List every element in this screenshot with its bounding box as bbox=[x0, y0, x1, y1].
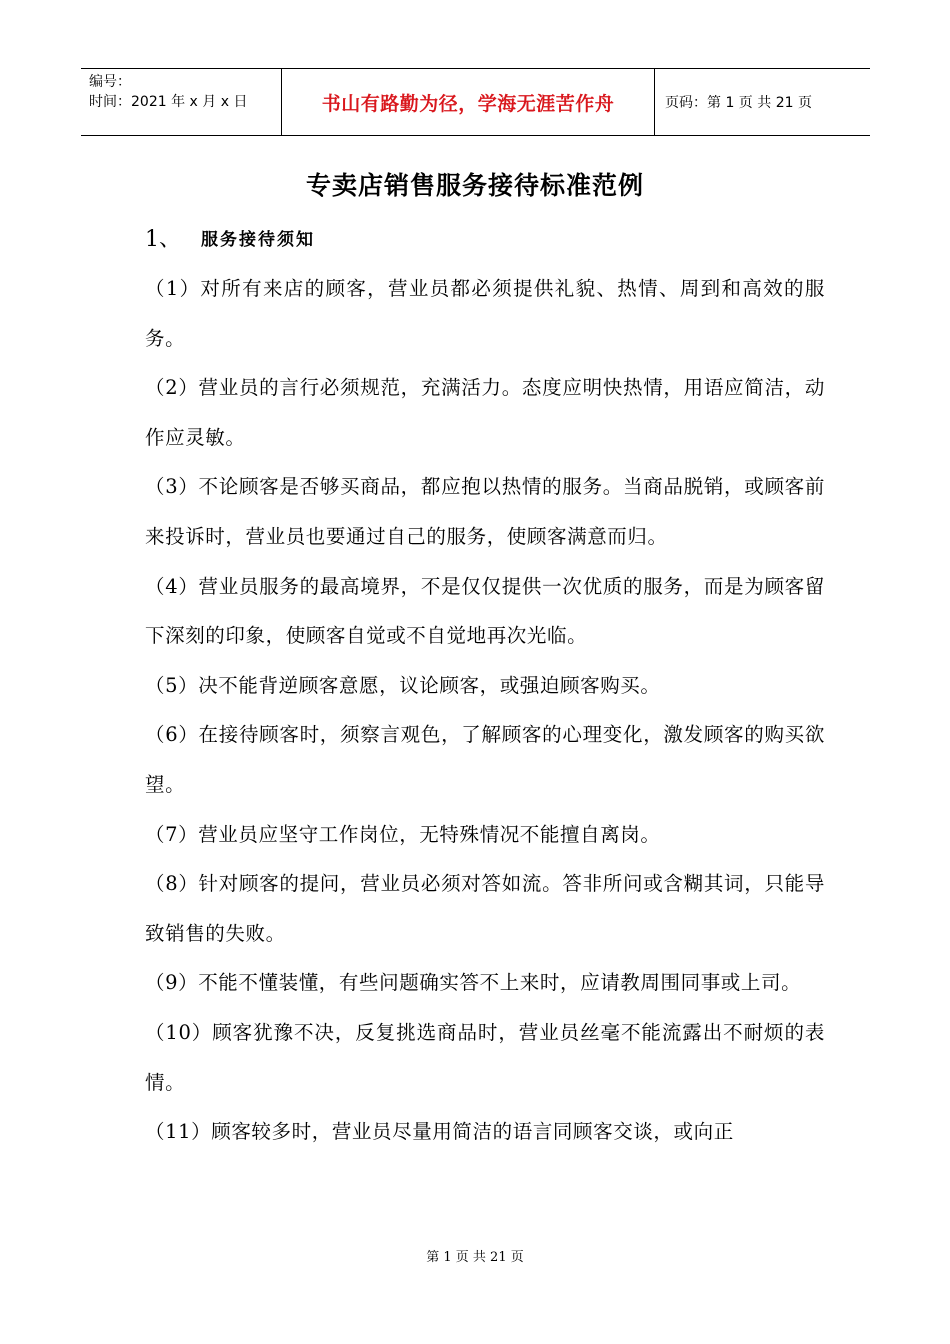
section-number: 1、 bbox=[145, 227, 181, 252]
paragraph: （7）营业员应坚守工作岗位，无特殊情况不能擅自离岗。 bbox=[145, 822, 661, 846]
paragraph: （3）不论顾客是否够买商品，都应抱以热情的服务。当商品脱销，或顾客前来投诉时，营业员也要通过自己的服务，使顾客满意而归。 bbox=[145, 475, 825, 548]
paragraph: （4）营业员服务的最高境界，不是仅仅提供一次优质的服务，而是为顾客留下深刻的印象，使顾客自觉或不自觉地再次光临。 bbox=[145, 574, 825, 648]
paragraph: （2）营业员的言行必须规范，充满活力。态度应明快热情，用语应简洁，动作应灵敏。 bbox=[145, 376, 825, 449]
document-body bbox=[145, 264, 825, 1157]
paragraph: （1）对所有来店的顾客，营业员都必须提供礼貌、热情、周到和高效的服务。 bbox=[145, 277, 825, 350]
section-heading bbox=[145, 222, 315, 253]
header-motto: 书山有路勤为径，学海无涯苦作舟 bbox=[321, 92, 615, 115]
paragraph: （10）顾客犹豫不决，反复挑选商品时，营业员丝毫不能流露出不耐烦的表情。 bbox=[145, 1020, 825, 1094]
header-motto-cell bbox=[282, 69, 655, 135]
header-page-cell bbox=[655, 69, 870, 135]
paragraph: （6）在接待顾客时，须察言观色，了解顾客的心理变化，激发顾客的购买欲望。 bbox=[145, 723, 825, 796]
document-header-table bbox=[81, 68, 870, 136]
document-title: 专卖店销售服务接待标准范例 bbox=[305, 171, 644, 200]
time-label: 时间：2021 年 x 月 x 日 bbox=[89, 94, 248, 110]
section-title: 服务接待须知 bbox=[201, 230, 315, 250]
paragraph: （8）针对顾客的提问，营业员必须对答如流。答非所问或含糊其词，只能导致销售的失败。 bbox=[145, 872, 825, 945]
paragraph: （5）决不能背逆顾客意愿，议论顾客，或强迫顾客购买。 bbox=[145, 673, 661, 697]
page-footer: 第 1 页 共 21 页 bbox=[426, 1250, 524, 1265]
header-meta-cell bbox=[81, 69, 282, 135]
paragraph: （9）不能不懂装懂，有些问题确实答不上来时，应请教周围同事或上司。 bbox=[145, 971, 802, 995]
number-label: 编号： bbox=[89, 74, 131, 90]
paragraph: （11）顾客较多时，营业员尽量用简洁的语言同顾客交谈，或向正 bbox=[145, 1120, 734, 1144]
header-page-info: 页码：第 1 页 共 21 页 bbox=[665, 95, 812, 111]
